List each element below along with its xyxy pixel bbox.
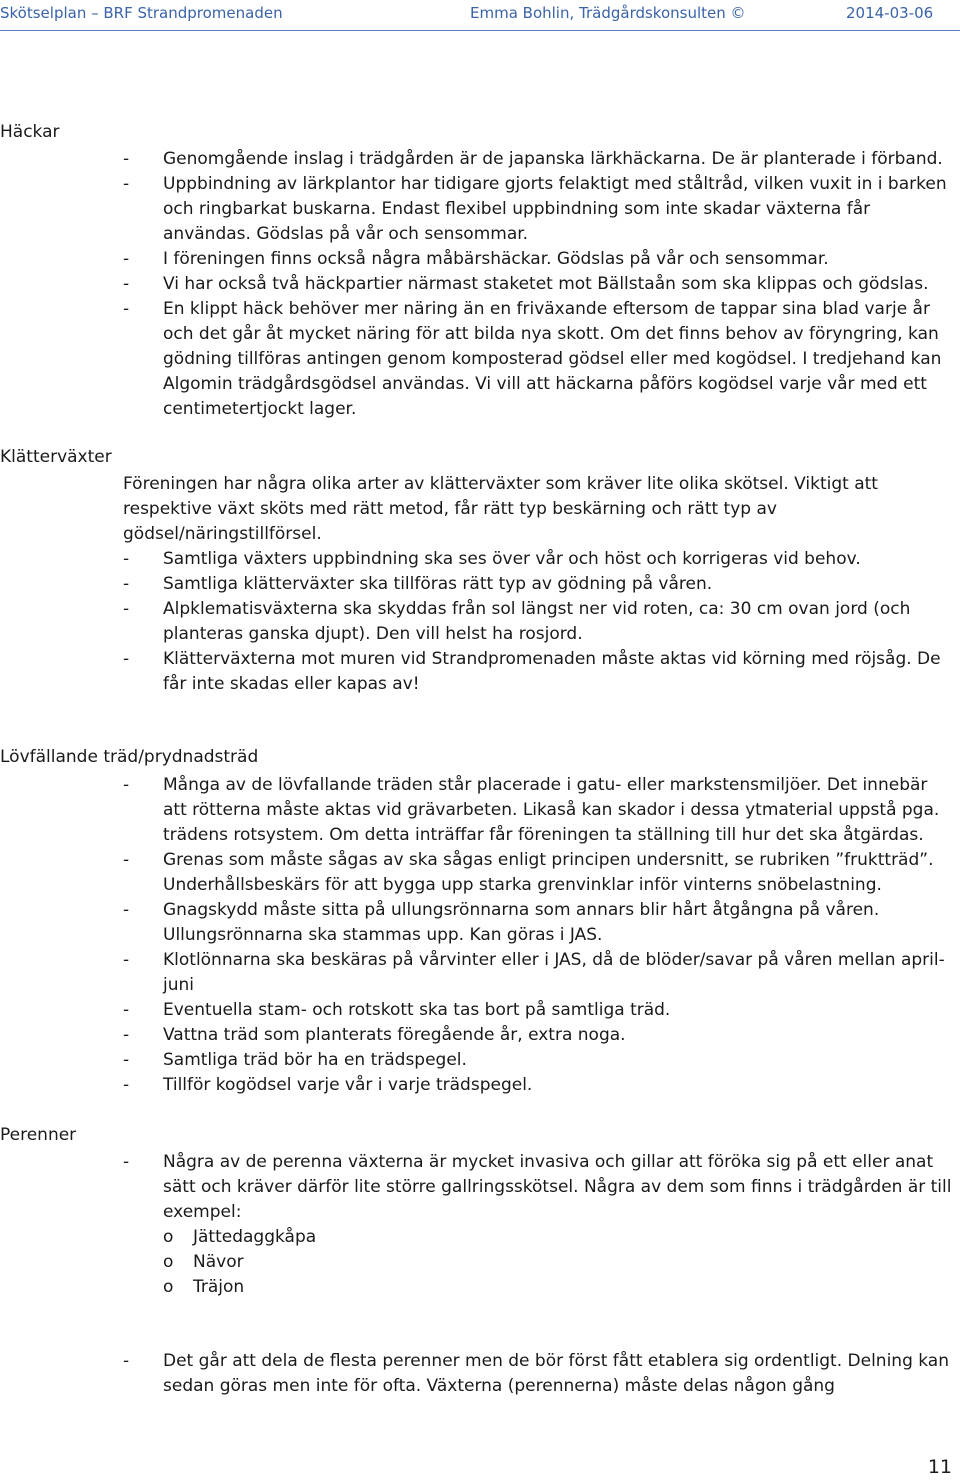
hackar-list	[123, 147, 953, 422]
list-item: - Genomgående inslag i trädgården är de japanska lärkhäckarna. De är planterade i förband.	[123, 149, 943, 169]
list-item: - Samtliga träd bör ha en trädspegel.	[123, 1050, 467, 1070]
page-header	[0, 0, 960, 31]
list-item: - Många av de lövfallande träden står placerade i gatu- eller markstensmiljöer. Det innebär att rötterna måste aktas vid grävarbeten. Likaså kan skador i dessa ytmaterial uppstå pga. trädens rotsystem. Om detta inträffar får föreningen ta ställning till hur det ska åtgärdas.	[123, 775, 940, 845]
list-item: - Tillför kogödsel varje vår i varje trädspegel.	[123, 1075, 533, 1095]
example-item: o Nävor	[163, 1252, 244, 1272]
section-title-klattervaxter: Klätterväxter	[0, 447, 112, 467]
list-item: - Samtliga klätterväxter ska tillföras rätt typ av gödning på våren.	[123, 574, 713, 594]
example-item: o Jättedaggkåpa	[163, 1227, 317, 1247]
list-item: - Några av de perenna växterna är mycket invasiva och gillar att föröka sig på ett eller anat sätt och kräver därför lite större gallringsskötsel. Några av dem som finns i trädgården är till exempel:	[123, 1152, 952, 1222]
header-date: 2014-03-06	[846, 4, 934, 22]
list-item: - Vattna träd som planterats föregående år, extra noga.	[123, 1025, 626, 1045]
list-item: - En klippt häck behöver mer näring än en friväxande eftersom de tappar sina blad varje år och det går åt mycket näring för att bilda nya skott. Om det finns behov av föryngring, kan gödning tillföras antingen genom komposterad gödsel eller med kogödsel. I tredjehand kan Algomin trädgårdsgödsel användas. Vi vill att häckarna påförs kogödsel varje vår med ett centimetertjockt lager.	[123, 299, 942, 419]
perenner-list-continued	[123, 1349, 953, 1399]
header-author: Emma Bohlin, Trädgårdskonsulten ©	[470, 4, 746, 22]
list-item: - Alpklematisväxterna ska skyddas från sol längst ner vid roten, ca: 30 cm ovan jord (och planteras ganska djupt). Den vill helst ha rosjord.	[123, 599, 911, 644]
page-number: 11	[927, 1456, 952, 1478]
list-item: - I föreningen finns också några måbärshäckar. Gödslas på vår och sensommar.	[123, 249, 829, 269]
section-title-lovfallande: Lövfällande träd/prydnadsträd	[0, 747, 259, 767]
example-item: o Träjon	[163, 1277, 245, 1297]
list-item: - Klotlönnarna ska beskäras på vårvinter eller i JAS, då de blöder/savar på våren mellan april-juni	[123, 950, 945, 995]
klattervaxter-intro: Föreningen har några olika arter av klätterväxter som kräver lite olika skötsel. Viktigt att respektive växt sköts med rätt metod, får rätt typ beskärning och rätt typ av gödsel/näringstillförsel.	[123, 474, 878, 544]
list-item: - Uppbindning av lärkplantor har tidigare gjorts felaktigt med ståltråd, vilken vuxit in i barken och ringbarkat buskarna. Endast flexibel uppbindning som inte skadar växterna får användas. Gödslas på vår och sensommar.	[123, 174, 947, 244]
list-item: - Vi har också två häckpartier närmast staketet mot Bällstaån som ska klippas och gödslas.	[123, 274, 929, 294]
list-item: - Grenas som måste sågas av ska sågas enligt principen undersnitt, se rubriken ”fruktträd”. Underhållsbeskärs för att bygga upp starka grenvinklar inför vinterns snöbelastning.	[123, 850, 934, 895]
list-item: - Eventuella stam- och rotskott ska tas bort på samtliga träd.	[123, 1000, 671, 1020]
list-item: - Klätterväxterna mot muren vid Strandpromenaden måste aktas vid körning med röjsåg. De får inte skadas eller kapas av!	[123, 649, 941, 694]
perenner-list	[123, 1150, 953, 1300]
klattervaxter-content	[123, 472, 953, 697]
section-title-hackar: Häckar	[0, 122, 60, 142]
list-item: - Gnagskydd måste sitta på ullungsrönnarna som annars blir hårt åtgångna på våren. Ullungsrönnarna ska stammas upp. Kan göras i JAS.	[123, 900, 880, 945]
list-item: - Samtliga växters uppbindning ska ses över vår och höst och korrigeras vid behov.	[123, 549, 861, 569]
section-title-perenner: Perenner	[0, 1125, 77, 1145]
header-document-title: Skötselplan – BRF Strandpromenaden	[0, 4, 283, 22]
lovfallande-list	[123, 773, 953, 1098]
list-item: - Det går att dela de flesta perenner men de bör först fått etablera sig ordentligt. Delning kan sedan göras men inte för ofta. Växterna (perennerna) måste delas någon gång	[123, 1351, 950, 1396]
